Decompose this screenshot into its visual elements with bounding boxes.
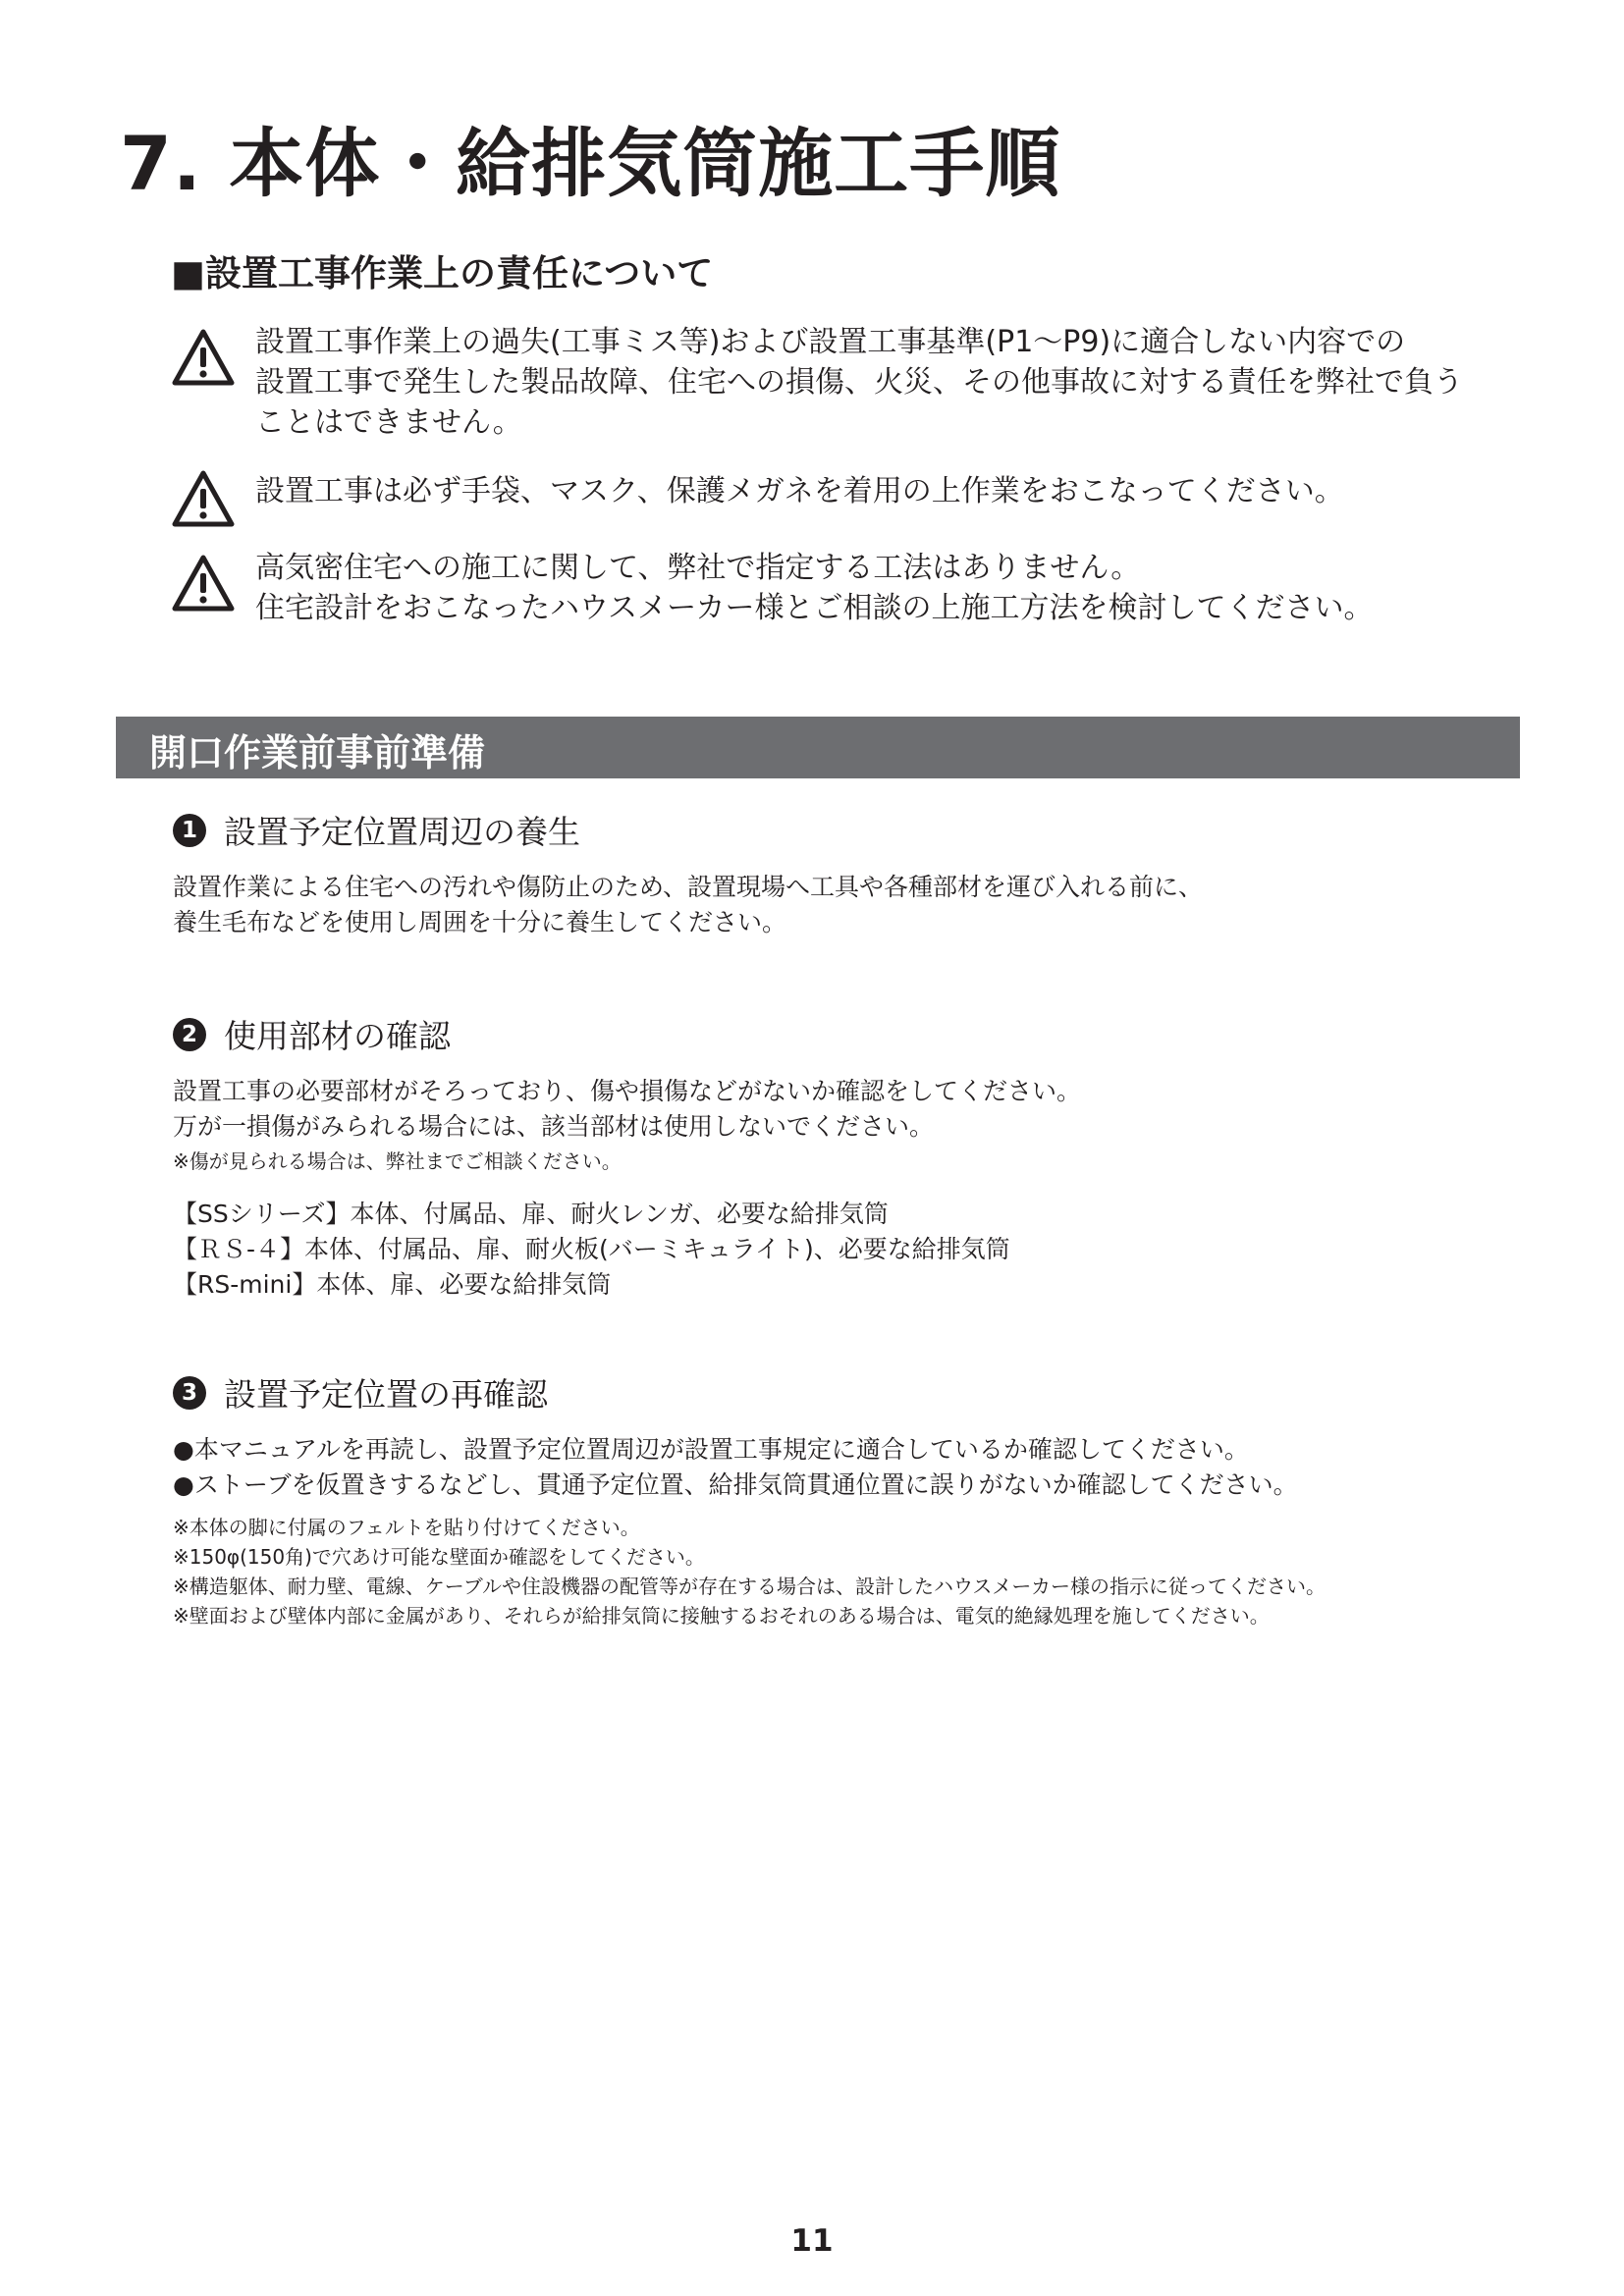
step-number-badge: 3: [173, 1376, 206, 1410]
warning-block: [171, 548, 1477, 628]
warning-text: [255, 548, 1374, 628]
page-number: 11: [790, 2223, 834, 2259]
page-title: 7. 本体・給排気筒施工手順: [120, 120, 1061, 207]
step-number-badge: 1: [173, 814, 206, 847]
warning-line: ことはできません。: [255, 405, 522, 440]
step-heading: [173, 807, 580, 853]
body-line: ●本マニュアルを再読し、設置予定位置周辺が設置工事規定に適合しているか確認してください。: [173, 1435, 1249, 1464]
warning-line: 住宅設計をおこなったハウスメーカー様とご相談の上施工方法を検討してください。: [255, 591, 1374, 625]
warning-block: [171, 463, 1477, 528]
responsibility-heading: ■設置工事作業上の責任について: [171, 252, 714, 294]
step-number-badge: 2: [173, 1018, 206, 1051]
warning-triangle-icon: [171, 328, 236, 387]
warning-line: 設置工事は必ず手袋、マスク、保護メガネを着用の上作業をおこなってください。: [255, 474, 1344, 508]
warning-text: [255, 463, 1344, 511]
note-line: ※傷が見られる場合は、弊社までご相談ください。: [173, 1149, 622, 1173]
step-heading: [173, 1369, 548, 1415]
parts-line: 【SSシリーズ】本体、付属品、扉、耐火レンガ、必要な給排気筒: [173, 1200, 889, 1228]
note-line: ※150φ(150角)で穴あけ可能な壁面か確認をしてください。: [173, 1545, 705, 1569]
warning-triangle-icon: [171, 554, 236, 613]
note-line: ※構造躯体、耐力壁、電線、ケーブルや住設機器の配管等が存在する場合は、設計したハウスメーカー様の指示に従ってください。: [173, 1575, 1326, 1598]
step-heading: [173, 1011, 451, 1057]
section-header-bar: [116, 717, 1520, 778]
body-line: ●ストーブを仮置きするなどし、貫通予定位置、給排気筒貫通位置に誤りがないか確認してください。: [173, 1470, 1298, 1499]
step-title: 設置予定位置の再確認: [224, 1375, 548, 1414]
body-line: 万が一損傷がみられる場合には、該当部材は使用しないでください。: [173, 1112, 935, 1141]
step-title: 設置予定位置周辺の養生: [224, 813, 580, 851]
warning-line: 設置工事で発生した製品故障、住宅への損傷、火災、その他事故に対する責任を弊社で負う: [255, 365, 1463, 400]
warning-line: 高気密住宅への施工に関して、弊社で指定する工法はありません。: [255, 551, 1141, 585]
warning-triangle-icon: [171, 469, 236, 528]
parts-line: 【ＲＳ-４】本体、付属品、扉、耐火板(バーミキュライト)、必要な給排気筒: [173, 1235, 1010, 1263]
body-line: 養生毛布などを使用し周囲を十分に養生してください。: [173, 908, 787, 936]
body-line: 設置作業による住宅への汚れや傷防止のため、設置現場へ工具や各種部材を運び入れる前に、: [173, 873, 1204, 901]
note-line: ※壁面および壁体内部に金属があり、それらが給排気筒に接触するおそれのある場合は、電気的絶縁処理を施してください。: [173, 1604, 1270, 1628]
parts-line: 【RS-mini】本体、扉、必要な給排気筒: [173, 1270, 612, 1299]
warning-text: [255, 322, 1463, 443]
warning-block: [171, 322, 1477, 443]
warning-line: 設置工事作業上の過失(工事ミス等)および設置工事基準(P1〜P9)に適合しない内容での: [255, 325, 1406, 359]
step-title: 使用部材の確認: [224, 1017, 451, 1055]
note-line: ※本体の脚に付属のフェルトを貼り付けてください。: [173, 1516, 640, 1539]
body-line: 設置工事の必要部材がそろっており、傷や損傷などがないか確認をしてください。: [173, 1077, 1082, 1105]
section-title: 開口作業前事前準備: [149, 731, 486, 774]
